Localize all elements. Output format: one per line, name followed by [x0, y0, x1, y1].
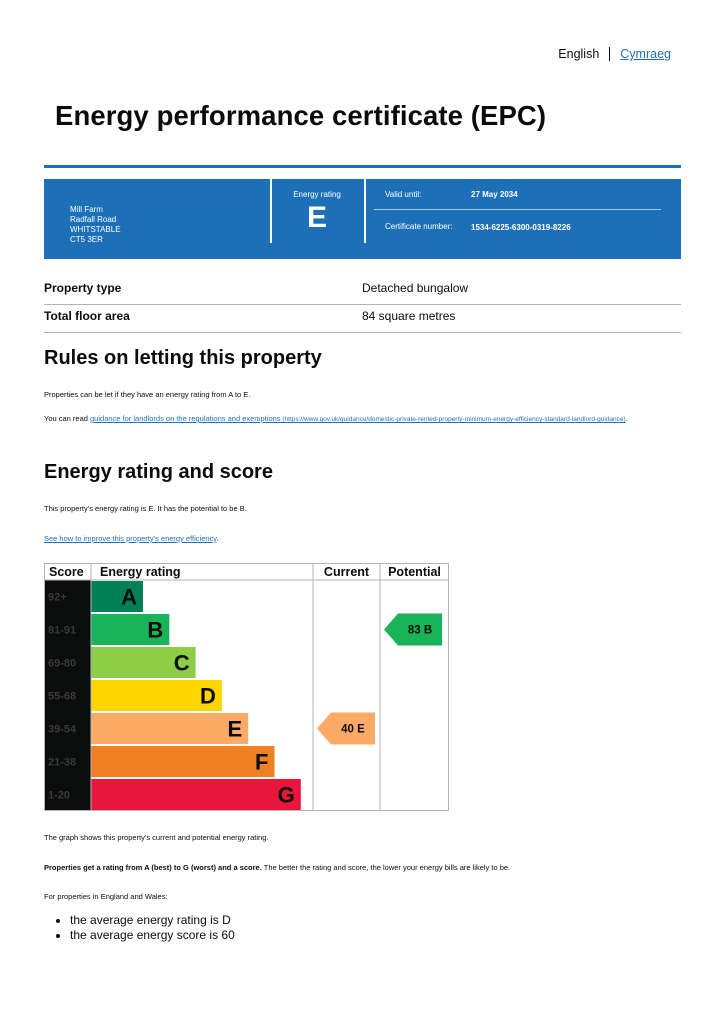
rating-band-letter: C [173, 650, 190, 676]
banner-divider [364, 179, 366, 243]
address-line: Mill Farm [70, 205, 103, 214]
valid-until-label: Valid until: [385, 190, 422, 199]
averages-list [44, 913, 235, 943]
page-title: Energy performance certificate (EPC) [55, 100, 547, 131]
score-range-label: 21-38 [48, 756, 77, 769]
letting-heading: Rules on letting this property [44, 347, 322, 369]
property-type-label: Property type [44, 281, 122, 295]
language-switcher [558, 47, 671, 61]
score-range-label: 81-91 [48, 624, 77, 637]
guidance-suffix: . [625, 414, 628, 423]
rating-explanation-rest: The better the rating and score, the lower your energy bills are likely to be. [261, 863, 511, 872]
banner-row-divider [374, 209, 661, 210]
rating-explanation-bold: Properties get a rating from A (best) to G (worst) and a score. [44, 863, 262, 872]
energy-rating-heading: Energy rating and score [44, 461, 273, 483]
score-range-label: 39-54 [48, 723, 77, 736]
rating-band-letter: B [147, 617, 164, 643]
property-address [70, 205, 121, 245]
address-line: Radfall Road [70, 215, 117, 224]
score-header: Score [49, 565, 84, 579]
score-range-label: 1-20 [48, 789, 71, 802]
guidance-prefix: You can read [44, 414, 91, 423]
rating-band-letter: G [277, 782, 295, 808]
improve-suffix: . [216, 534, 219, 543]
banner-divider [270, 179, 272, 243]
list-item: • the average energy rating is D [70, 913, 235, 928]
rating-paragraph: This property's energy rating is E. It has the potential to be B. [44, 504, 247, 513]
rating-band-letter: A [121, 584, 137, 610]
property-type-row [44, 276, 681, 305]
certificate-number-value: 1534-6225-6300-0319-8226 [471, 223, 571, 232]
potential-rating-label: 83 B [407, 624, 433, 637]
rating-band-letter: E [227, 716, 243, 742]
floor-area-value: 84 square metres [362, 309, 456, 323]
score-range-label: 69-80 [48, 657, 77, 670]
title-divider [44, 165, 681, 168]
language-separator [609, 47, 610, 61]
letting-paragraph: Properties can be let if they have an energy rating from A to E. [44, 390, 251, 399]
address-line: CT5 3ER [70, 235, 103, 244]
rating-band-letter: D [200, 683, 216, 709]
current-rating-label: 40 E [341, 723, 365, 736]
energy-rating-chart [44, 563, 449, 811]
rating-band-bar [91, 746, 275, 777]
energy-rating-graph [44, 563, 449, 811]
property-type-value: Detached bungalow [362, 281, 469, 295]
list-item: • the average energy score is 60 [70, 928, 235, 943]
rating-band-letter: F [255, 749, 269, 775]
valid-until-value: 27 May 2034 [471, 190, 518, 199]
england-wales-note: For properties in England and Wales: [44, 892, 168, 901]
guidance-paragraph [44, 414, 674, 425]
rating-band-bar [91, 779, 301, 810]
rating-band-bar [91, 713, 248, 744]
guidance-link[interactable]: guidance for landlords on the regulations and exemptions [90, 414, 281, 423]
certificate-summary-banner [44, 179, 681, 259]
score-range-label: 55-68 [48, 690, 77, 703]
language-cymraeg-link[interactable]: Cymraeg [620, 47, 671, 61]
graph-note: The graph shows this property's current and potential energy rating. [44, 833, 269, 842]
energy-rating-letter: E [306, 201, 327, 234]
score-range-label: 92+ [48, 591, 67, 604]
energy-rating-label: Energy rating [293, 190, 341, 199]
potential-header: Potential [388, 565, 441, 579]
address-line: WHITSTABLE [70, 225, 121, 234]
current-header: Current [323, 565, 370, 579]
floor-area-label: Total floor area [44, 309, 130, 323]
certificate-number-label: Certificate number: [385, 222, 453, 231]
guidance-url-link[interactable]: (https://www.gov.uk/guidance/domestic-private-rented-property-minimum-energy-efficiency-standard-landlord-guidance) [280, 416, 626, 423]
improve-paragraph [44, 534, 674, 544]
floor-area-row [44, 304, 681, 333]
language-english: English [558, 47, 600, 61]
rating-explanation [44, 863, 674, 873]
improve-efficiency-link[interactable]: See how to improve this property's energy efficiency [44, 534, 217, 543]
energy-rating-header: Energy rating [100, 565, 181, 579]
